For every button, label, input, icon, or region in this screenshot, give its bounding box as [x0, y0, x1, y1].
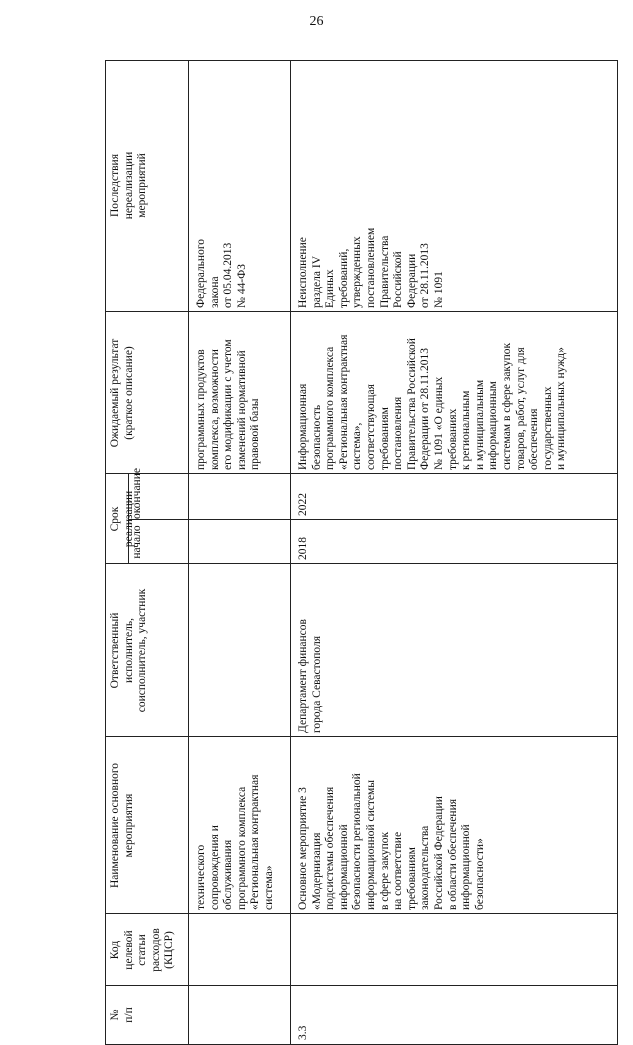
col-divider: [128, 519, 617, 520]
header-code: Код целевой статьи расходов (КЦСР): [109, 928, 176, 972]
row2-result: Информационная безопасность программного комплекса «Региональная контрактная система», соответствующая требованиям постановления Правительства Российской Федерации от 28.11.2013 № 1091 «О единых требованиях к региональным и муниципальным информационным системам в сфере закупок товаров, работ, услуг для обеспечения государственных и муниципальных нужд»: [297, 334, 568, 470]
header-num: № п/п: [109, 1007, 135, 1023]
row2-num: 3.3: [297, 1025, 309, 1040]
header-consequences: Последствия нереализации мероприятий: [109, 151, 149, 220]
header-executor: Ответственный исполнитель, соисполнитель, участник: [109, 588, 149, 713]
page-number: 26: [309, 14, 324, 29]
row2-start: 2018: [297, 537, 309, 560]
row2-consequences: Неисполнение раздела IV Единых требований, утвержденных постановлением Правительства Российской Федерации от 28.11.2013 № 1091: [297, 227, 445, 308]
row1-consequences: Федерального закона от 05.04.2013 № 44-ФЗ: [195, 238, 248, 308]
row1-result: программных продуктов комплекса, возможности его модификации с учетом изменений нормативной правовой базы: [195, 339, 262, 470]
row2-code: [294, 914, 300, 986]
row2-name: Основное мероприятие 3 «Модернизация подсистемы обеспечения информационной безопасности региональной информационной системы в сфере закупок на соответствие требованиям законодательства Российской Федерации в области обеспечения информационной безопасности»: [297, 773, 486, 910]
row1-name: технического сопровождения и обслуживания программного комплекса «Региональная контрактная система»: [195, 774, 275, 910]
row1-code: [188, 914, 194, 986]
measures-table: [105, 60, 618, 1045]
row1-start: [188, 520, 194, 564]
header-start: начало: [131, 525, 143, 559]
header-end: окончание: [131, 468, 143, 519]
row1-executor: [188, 564, 194, 737]
row1-num: [188, 986, 194, 1044]
header-period: Срок реализации: [109, 490, 135, 548]
row2-executor: Департамент финансов города Севастополя: [297, 619, 323, 733]
row-separator: [290, 61, 291, 1044]
row1-end: [188, 474, 194, 520]
header-name: Наименование основного мероприятия: [109, 762, 135, 889]
row2-end: 2022: [297, 493, 309, 516]
header-result: Ожидаемый результат (краткое описание): [109, 338, 135, 448]
